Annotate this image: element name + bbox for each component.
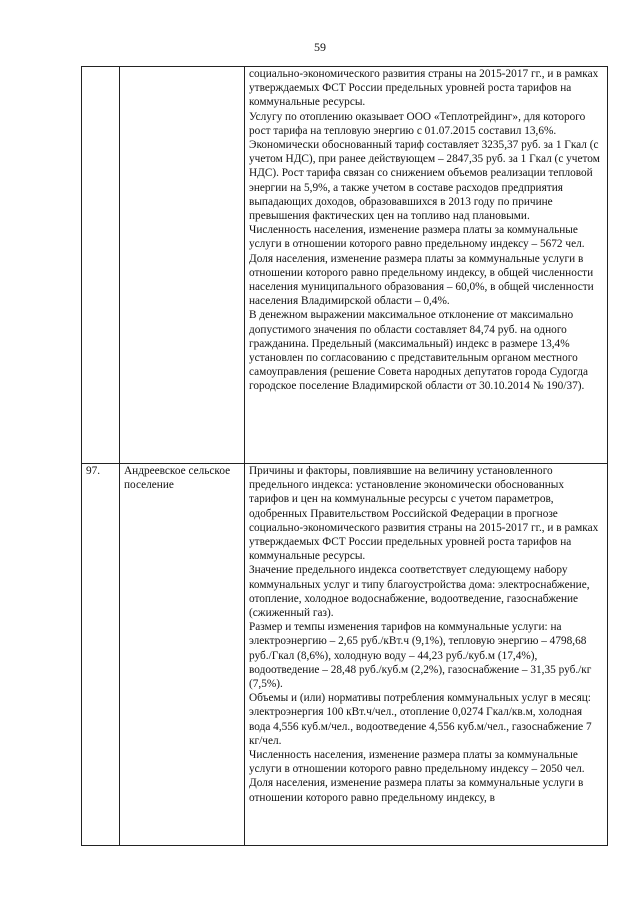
paragraph: Причины и факторы, повлиявшие на величину установленного предельного индекса: установление экономически обоснованных тарифов и цен на коммунальные ресурсы с учетом параметров, одобренных Правительством Российской Федерации в прогнозе социально-экономического развития страны на 2015-2017 гг., и в рамках утверждаемых ФСТ России предельных уровней роста тарифов на коммунальные ресурсы. xyxy=(249,465,599,563)
row-number-cell: 97. xyxy=(82,464,120,846)
paragraph: Значение предельного индекса соответствует следующему набору коммунальных услуг и типу благоустройства дома: электроснабжение, отопление, холодное водоснабжение, водоотведение, газоснабжение (сжиженный газ). xyxy=(249,564,590,620)
paragraph: Размер и темпы изменения тарифов на коммунальные услуги: на электроэнергию – 2,65 руб./кВт.ч (9,1%), тепловую энергию – 4798,68 руб./Гкал (8,6%), холодную воду – 44,23 руб./куб.м (17,4%), водоотведение – 28,48 руб./куб.м (2,2%), газоснабжение – 31,35 руб./кг (7,5%). xyxy=(249,621,592,691)
municipality-cell: Андреевское сельское поселение xyxy=(120,464,245,846)
row-number-cell xyxy=(82,67,120,464)
table-row xyxy=(82,464,608,846)
paragraph: Доля населения, изменение размера платы за коммунальные услуги в отношении которого равно предельному индексу, в xyxy=(249,777,584,804)
paragraph: Численность населения, изменение размера платы за коммунальные услуги в отношении которого равно предельному индексу – 5672 чел. xyxy=(249,224,585,251)
paragraph: Услугу по отоплению оказывает ООО «Теплотрейдинг», для которого рост тарифа на тепловую энергию с 01.07.2015 составил 13,6%. Экономически обоснованный тариф составляет 3235,37 руб. за 1 Гкал (с учетом НДС), при ранее действующем – 2847,35 руб. за 1 Гкал (с учетом НДС). Рост тарифа связан со снижением объемов реализации тепловой энергии на 5,9%, а также учетом в составе расходов предприятия выпадающих доходов, образовавшихся в 2013 году по причине превышения фактических цен на топливо над плановыми. xyxy=(249,110,600,223)
index-table xyxy=(81,66,608,846)
description-cell xyxy=(245,67,608,464)
paragraph: Численность населения, изменение размера платы за коммунальные услуги в отношении которого равно предельному индексу – 2050 чел. xyxy=(249,749,585,776)
paragraph: Доля населения, изменение размера платы за коммунальные услуги в отношении которого равно предельному индексу, в общей численности населения муниципального образования – 60,0%, в общей численности населения Владимирской области – 0,4%. xyxy=(249,252,594,308)
municipality-cell xyxy=(120,67,245,464)
page-number: 59 xyxy=(314,40,326,54)
paragraph: Объемы и (или) нормативы потребления коммунальных услуг в месяц: электроэнергия 100 кВт.ч/чел., отопление 0,0274 Гкал/кв.м, холодная вода 4,556 куб.м/чел., водоотведение 4,556 куб.м/чел., газоснабжение 7 кг/чел. xyxy=(249,692,592,747)
description-cell xyxy=(245,464,608,846)
table-row xyxy=(82,67,608,464)
paragraph: социально-экономического развития страны на 2015-2017 гг., и в рамках утверждаемых ФСТ России предельных уровней роста тарифов на коммунальные ресурсы. xyxy=(249,68,599,109)
paragraph: В денежном выражении максимальное отклонение от максимально допустимого значения по области составляет 84,74 руб. на одного гражданина. Предельный (максимальный) индекс в размере 13,4% установлен по согласованию с представительным органом местного самоуправления (решение Совета народных депутатов города Судогда городское поселение Владимирской области от 30.10.2014 № 190/37). xyxy=(249,309,588,393)
